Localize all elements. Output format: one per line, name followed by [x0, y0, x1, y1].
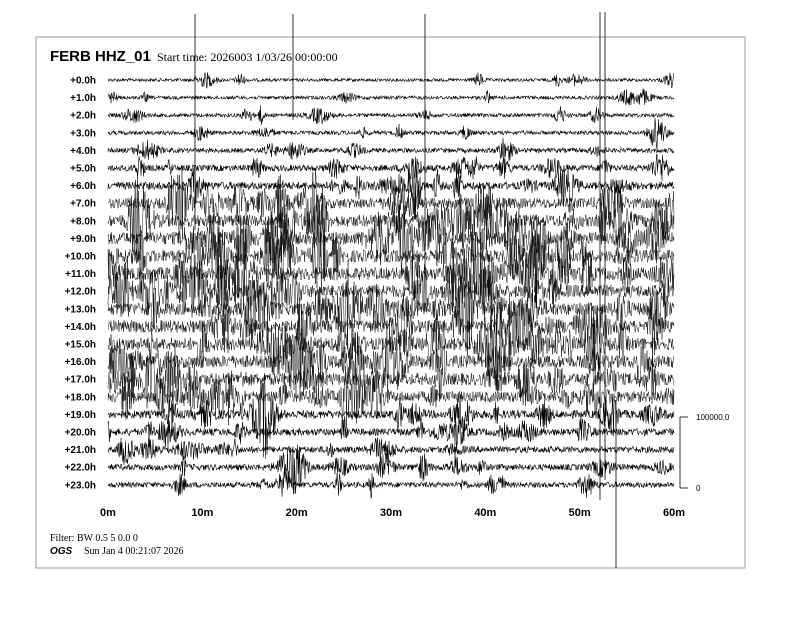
row-label: +3.0h	[70, 128, 96, 140]
row-label: +19.0h	[64, 409, 96, 421]
x-axis-ticks	[100, 507, 685, 519]
seismic-traces	[108, 12, 674, 568]
station-title: FERB HHZ_01	[50, 48, 151, 65]
row-label: +5.0h	[70, 163, 96, 175]
row-label: +18.0h	[64, 392, 96, 404]
scale-bar	[680, 413, 730, 493]
row-label: +9.0h	[70, 233, 96, 245]
trace-row	[108, 72, 674, 88]
trace-row	[108, 138, 674, 164]
scale-top-label: 100000.0	[696, 413, 730, 422]
row-label: +1.0h	[70, 93, 96, 105]
row-label: +14.0h	[64, 321, 96, 333]
row-label: +23.0h	[64, 480, 96, 492]
trace-row	[108, 105, 674, 125]
plot-timestamp: Sun Jan 4 00:21:07 2026	[84, 546, 184, 557]
row-label: +13.0h	[64, 304, 96, 316]
row-label: +11.0h	[65, 269, 96, 281]
x-tick-label: 20m	[285, 507, 308, 519]
x-tick-label: 60m	[662, 507, 686, 519]
trace-row	[108, 89, 674, 106]
row-label: +0.0h	[70, 75, 96, 87]
trace-row	[108, 416, 674, 449]
row-label: +22.0h	[64, 462, 96, 474]
x-tick-label: 40m	[474, 507, 497, 519]
row-label: +17.0h	[64, 374, 96, 386]
row-label: +12.0h	[64, 286, 96, 298]
scale-bottom-label: 0	[696, 484, 701, 493]
row-label: +15.0h	[64, 339, 96, 351]
x-tick-label: 0m	[100, 507, 116, 519]
row-label: +2.0h	[70, 110, 96, 122]
row-label: +8.0h	[70, 216, 96, 228]
row-label: +6.0h	[70, 181, 96, 193]
x-tick-label: 30m	[379, 507, 403, 519]
row-label: +4.0h	[70, 145, 96, 157]
trace-row	[108, 471, 674, 498]
trace-row	[108, 118, 674, 150]
filter-label: Filter: BW 0.5 5 0.0 0	[50, 533, 138, 544]
row-label: +7.0h	[70, 198, 96, 210]
agency-label: OGS	[50, 546, 73, 557]
row-label: +21.0h	[64, 445, 96, 457]
row-label: +20.0h	[64, 427, 96, 439]
x-tick-label: 50m	[568, 507, 591, 519]
row-label: +16.0h	[64, 357, 96, 369]
start-time-label: Start time: 2026003 1/03/26 00:00:00	[157, 50, 338, 64]
row-labels	[65, 76, 96, 492]
row-label: +10.0h	[64, 251, 96, 263]
x-tick-label: 10m	[191, 507, 214, 519]
trace-row	[108, 438, 674, 465]
